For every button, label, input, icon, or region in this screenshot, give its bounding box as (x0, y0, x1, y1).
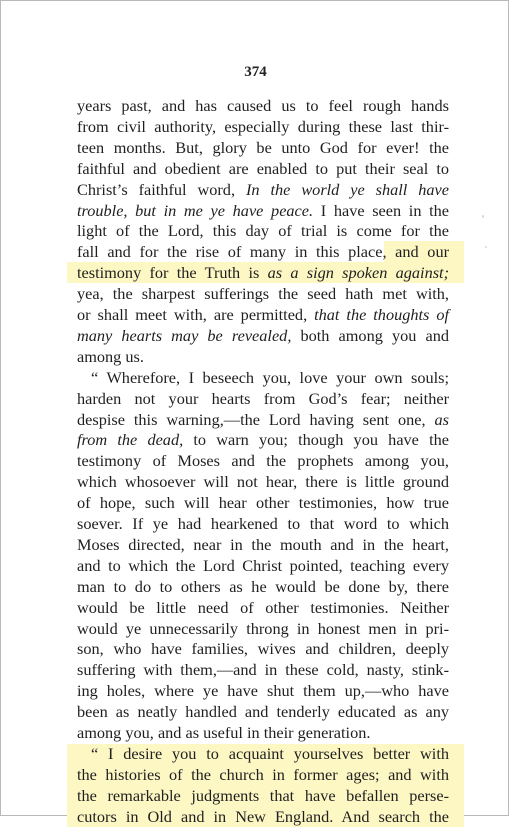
text-line: light of the Lord, this day of trial is come for the (77, 221, 449, 241)
text-line: from civil authority, especially during these last thir- (77, 116, 449, 136)
text-line: among you, and as useful in their generation. (77, 723, 371, 742)
text-line: harden not your hearts from God’s fear; neither (77, 388, 449, 408)
text-line: and to which the Lord Christ pointed, teaching every (77, 555, 449, 575)
text-line: would ye unnecessarily throng in honest men in pri- (77, 618, 449, 638)
text-line: testimony of Moses and the prophets among you, (77, 451, 449, 471)
text-line: among us. (77, 346, 144, 366)
text-line: of hope, such will hear other testimonies, how true (77, 493, 449, 513)
text-line: from the dead, to warn you; though you have the (77, 430, 450, 450)
text-line: or shall meet with, are permitted, that the thoughts of (77, 305, 449, 324)
text-line: despise this warning,—the Lord having sent one, as (77, 409, 449, 429)
text-line: Moses directed, near in the mouth and in the heart, (77, 534, 449, 554)
text-line: cutors in Old and in New England. And search the (77, 806, 449, 826)
text-line: soever. If ye had hearkened to that word to which (77, 514, 449, 533)
text-line: the remarkable judgments that have befallen perse- (77, 785, 449, 805)
text-line: teen months. But, glory be unto God for ever! the (77, 137, 449, 157)
text-line: ing holes, where ye have shut them up,—who have (77, 681, 449, 701)
text-line: fall and for the rise of many in this place, and our (77, 242, 450, 262)
text-line: faithful and obedient are enabled to put their seal to (77, 158, 449, 178)
text-line: been as neatly handled and tenderly educated as any (77, 702, 449, 722)
text-line: yea, the sharpest sufferings the seed hath met with, (77, 284, 449, 304)
text-line: trouble, but in me ye have peace. I have seen in the (77, 200, 449, 220)
text-line: son, who have families, wives and children, deeply (77, 639, 449, 659)
text-line: suffering with them,—and in these cold, nasty, stink- (77, 660, 449, 680)
text-line: would be little need of other testimonies. Neither (77, 597, 449, 617)
page-number: 374 (244, 64, 267, 80)
text-line: many hearts may be revealed, both among you and (77, 325, 449, 345)
text-line: the histories of the church in former ages; and with (77, 764, 449, 784)
text-line: which whosoever will not hear, there is little ground (77, 472, 449, 492)
text-line: “ I desire you to acquaint yourselves better with (91, 743, 449, 763)
paper-speck (485, 246, 487, 248)
paper-speck (482, 215, 484, 218)
text-line: testimony for the Truth is as a sign spoken against; (77, 263, 449, 283)
text-line: Christ’s faithful word, In the world ye shall have (77, 179, 450, 199)
text-line: “ Wherefore, I beseech you, love your own souls; (91, 367, 449, 387)
text-line: man to do to others as he would be done by, there (77, 576, 449, 596)
text-line: years past, and has caused us to feel rough hands (77, 96, 449, 115)
